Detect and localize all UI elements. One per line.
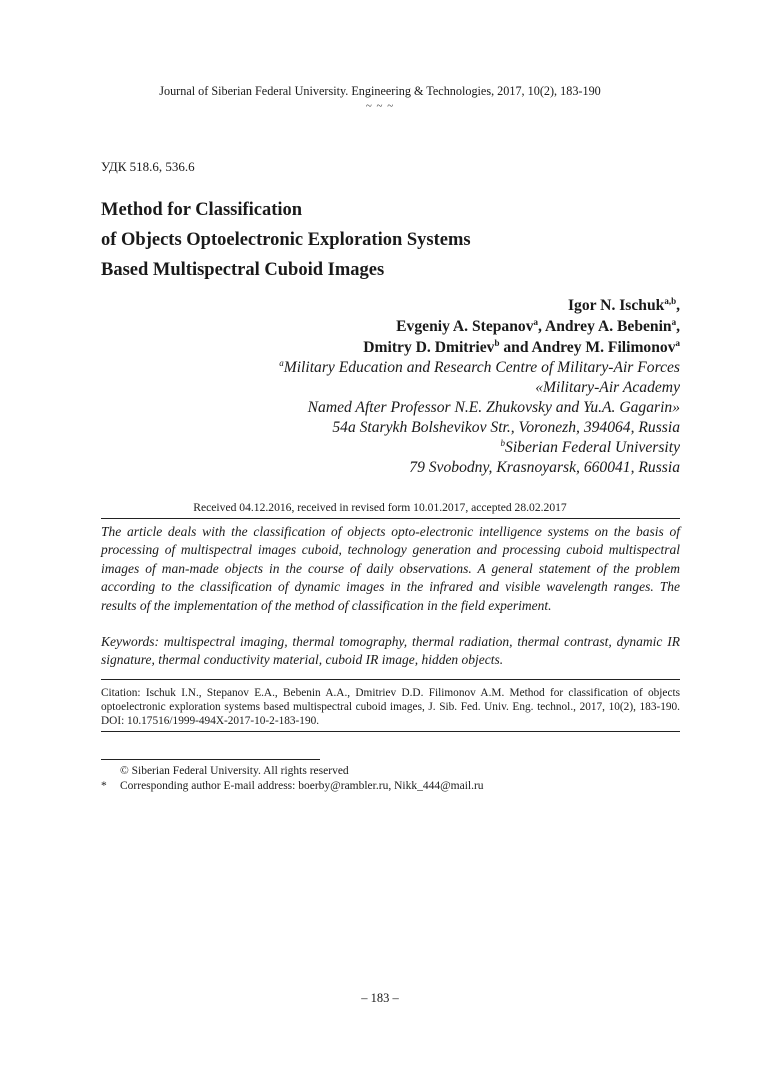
citation: Citation: Ischuk I.N., Stepanov E.A., Bebenin A.A., Dmitriev D.D. Filimonov A.M. Method for classification of objects optoelectronic exploration systems based multispectral cuboid images, J. Sib. Fed. Univ. Eng. technol., 2017, 10(2), 183-190. DOI: 10.17516/1999-494X-2017-10-2-183-190. [101,687,680,727]
affiliation-b-line-2: 79 Svobodny, Krasnoyarsk, 660041, Russia [409,459,680,476]
author-separator: , [676,297,680,314]
author-name: Andrey A. Bebenin [544,318,672,335]
footnote-copyright [101,764,349,779]
author-affiliation-mark: a [675,338,680,348]
authors-line-1 [363,295,680,316]
copyright-text: © Siberian Federal University. All rights reserved [120,765,349,777]
authors-line-3 [363,337,680,358]
author-affiliation-mark: b [494,338,500,348]
affiliation-a-line-2: «Military-Air Academy [535,379,680,396]
author-name: Evgeniy A. Stepanov [396,318,534,335]
header-ornament: ~ ~ ~ [365,100,395,112]
author-affiliation-mark: a [671,317,677,327]
footnote-corresponding [101,779,484,794]
author-name: Dmitry D. Dmitriev [363,339,495,356]
author-name: Andrey M. Filimonov [531,339,676,356]
authors-line-2 [363,316,680,337]
affiliation-a-line-1 [279,358,680,378]
divider-bottom [101,731,680,732]
author-affiliation-mark: a,b [664,296,677,306]
title-line-3: Based Multispectral Cuboid Images [101,260,385,280]
affiliation-a-line-3: Named After Professor N.E. Zhukovsky and Yu.A. Gagarin» [307,399,680,416]
affiliation-mark: b [500,438,506,448]
author-name: Igor N. Ischuk [567,297,665,314]
journal-header: Journal of Siberian Federal University. Engineering & Technologies, 2017, 10(2), 183-190 [159,84,601,98]
page-number: – 183 – [361,991,399,1005]
received-dates: Received 04.12.2016, received in revised form 10.01.2017, accepted 28.02.2017 [193,501,567,514]
affiliation-text: Military Education and Research Centre of Military-Air Forces [283,359,680,376]
author-affiliation-mark: a [533,317,538,327]
affiliation-a-line-4: 54a Starykh Bolshevikov Str., Voronezh, 394064, Russia [332,419,680,436]
paper-title [101,195,471,285]
title-line-2: of Objects Optoelectronic Exploration Systems [101,230,471,250]
affiliation-text: Siberian Federal University [505,439,680,456]
corresponding-text: Corresponding author E-mail address: boerby@rambler.ru, Nikk_444@mail.ru [120,780,484,792]
affiliations [279,358,680,478]
footnote-asterisk: * [101,780,107,792]
affiliation-mark: a [279,358,284,368]
divider-middle [101,679,680,680]
abstract: The article deals with the classification of objects opto-electronic intelligence systems on the basis of processing of multispectral images cuboid, technology generation and processing cuboid multispectral images of man-made objects in the course of daily observations. A general statement of the problem according to the classification of dynamic images in the infrared and visible wavelength ranges. The results of the implementation of the method of classification in the field experiment. [101,524,680,613]
udk-code: УДК 518.6, 536.6 [101,159,195,174]
author-separator: , [676,318,680,335]
keywords: Keywords: multispectral imaging, thermal tomography, thermal radiation, thermal contrast, dynamic IR signature, thermal conductivity material, cuboid IR image, hidden objects. [101,634,680,668]
affiliation-b-line-1 [279,438,680,458]
author-list [363,295,680,358]
footnote-rule [101,759,320,760]
author-separator: , [538,318,545,335]
divider-top [101,518,680,519]
author-separator: and [499,339,532,356]
title-line-1: Method for Classification [101,200,303,220]
